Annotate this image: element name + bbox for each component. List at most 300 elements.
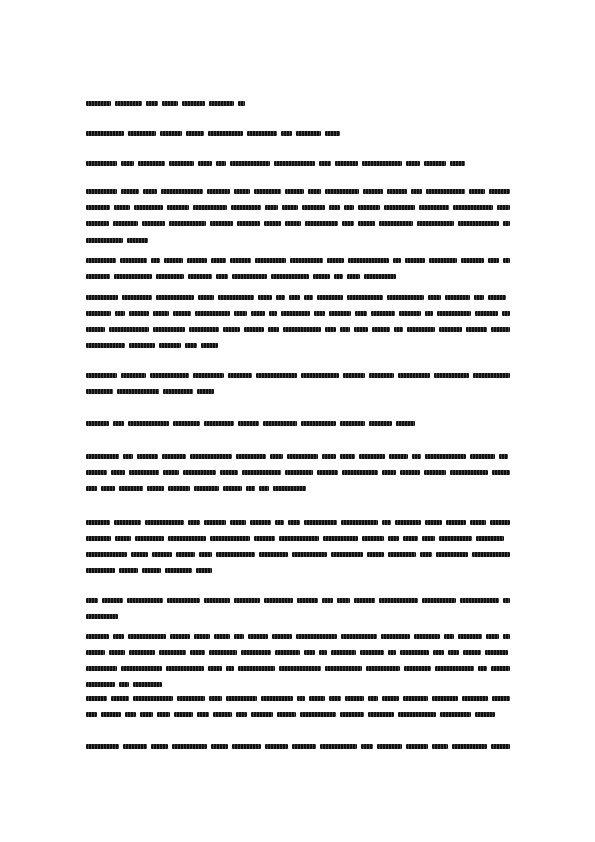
text-word <box>114 520 141 525</box>
text-word <box>142 568 161 573</box>
text-word <box>230 161 270 166</box>
text-word <box>329 205 340 210</box>
text-word <box>86 666 117 671</box>
text-word <box>140 712 153 717</box>
text-word <box>304 650 315 655</box>
text-word <box>317 470 338 475</box>
text-word <box>379 221 413 226</box>
text-word <box>86 311 111 316</box>
text-word <box>364 274 396 279</box>
text-word <box>115 311 125 316</box>
text-word <box>113 221 138 226</box>
text-word <box>296 634 337 639</box>
text-word <box>226 666 234 671</box>
text-word <box>86 696 107 701</box>
text-word <box>285 221 301 226</box>
text-word <box>241 650 271 655</box>
text-word <box>230 258 251 263</box>
text-word <box>211 744 228 749</box>
text-word <box>275 520 284 525</box>
text-word <box>474 295 484 300</box>
text-word <box>325 189 359 194</box>
text-word <box>86 189 117 194</box>
text-word <box>337 598 350 603</box>
text-word <box>153 311 169 316</box>
text-word <box>329 696 341 701</box>
text-word <box>470 454 495 459</box>
text-word <box>159 343 181 348</box>
text-word <box>258 295 272 300</box>
text-word <box>231 205 261 210</box>
text-word <box>86 650 105 655</box>
text-word <box>341 520 378 525</box>
text-word <box>177 696 205 701</box>
text-word <box>113 421 124 426</box>
text-word <box>207 189 230 194</box>
text-word <box>86 421 109 426</box>
text-line <box>86 681 165 688</box>
text-word <box>86 568 115 573</box>
text-word <box>128 421 169 426</box>
text-word <box>396 421 415 426</box>
text-word <box>168 536 206 541</box>
text-word <box>117 389 159 394</box>
text-word <box>86 161 117 166</box>
text-word <box>325 666 362 671</box>
text-word <box>342 221 354 226</box>
text-word <box>185 343 197 348</box>
text-word <box>244 327 264 332</box>
text-word <box>128 131 156 136</box>
text-word <box>86 373 117 378</box>
text-word <box>161 189 203 194</box>
text-word <box>237 221 260 226</box>
text-word <box>460 598 499 603</box>
text-word <box>165 568 192 573</box>
text-word <box>176 552 195 557</box>
text-word <box>86 101 111 106</box>
text-word <box>265 744 288 749</box>
text-word <box>354 598 375 603</box>
text-word <box>331 650 356 655</box>
text-word <box>382 520 391 525</box>
text-word <box>426 189 465 194</box>
text-word <box>187 258 207 263</box>
text-line <box>86 204 510 211</box>
text-word <box>485 650 508 655</box>
text-word <box>246 486 255 491</box>
text-word <box>313 274 330 279</box>
text-word <box>285 470 313 475</box>
text-word <box>127 598 163 603</box>
text-word <box>436 552 468 557</box>
text-word <box>304 295 313 300</box>
text-word <box>458 634 482 639</box>
text-word <box>308 189 321 194</box>
text-word <box>367 552 384 557</box>
text-word <box>347 274 360 279</box>
text-word <box>204 598 230 603</box>
text-word <box>111 696 129 701</box>
text-word <box>369 373 394 378</box>
text-word <box>387 189 407 194</box>
text-word <box>302 205 325 210</box>
text-word <box>281 311 310 316</box>
text-line <box>86 535 510 542</box>
text-word <box>86 389 113 394</box>
text-line <box>86 597 510 604</box>
text-word <box>277 712 296 717</box>
text-word <box>289 295 300 300</box>
text-word <box>331 552 363 557</box>
text-word <box>488 295 506 300</box>
text-word <box>168 486 190 491</box>
text-word <box>395 520 421 525</box>
text-word <box>393 258 401 263</box>
text-word <box>173 421 200 426</box>
text-line <box>86 220 510 227</box>
text-word <box>210 536 250 541</box>
text-word <box>287 454 318 459</box>
text-word <box>121 666 162 671</box>
text-word <box>234 311 247 316</box>
text-word <box>123 454 133 459</box>
text-line <box>86 372 510 379</box>
text-line <box>86 342 218 349</box>
text-word <box>283 327 321 332</box>
text-word <box>120 258 147 263</box>
text-word <box>138 161 165 166</box>
text-word <box>490 520 510 525</box>
text-word <box>193 373 224 378</box>
text-line <box>86 633 510 640</box>
text-word <box>340 421 365 426</box>
text-word <box>234 634 244 639</box>
text-word <box>344 205 354 210</box>
text-word <box>300 712 336 717</box>
text-word <box>425 454 466 459</box>
text-word <box>377 744 402 749</box>
text-word <box>86 343 125 348</box>
text-word <box>201 343 218 348</box>
text-word <box>238 421 259 426</box>
text-word <box>86 520 110 525</box>
text-line <box>86 188 510 195</box>
text-word <box>345 696 364 701</box>
text-word <box>340 454 355 459</box>
text-word <box>424 161 446 166</box>
text-word <box>137 454 158 459</box>
text-word <box>363 189 383 194</box>
text-word <box>440 712 471 717</box>
text-word <box>400 470 420 475</box>
text-word <box>211 258 226 263</box>
text-word <box>147 486 164 491</box>
text-word <box>270 454 283 459</box>
text-word <box>497 205 510 210</box>
text-word <box>167 598 200 603</box>
text-word <box>282 205 298 210</box>
text-word <box>111 470 125 475</box>
text-word <box>115 101 142 106</box>
text-word <box>428 295 441 300</box>
text-word <box>476 536 504 541</box>
text-word <box>439 327 462 332</box>
text-word <box>220 470 238 475</box>
text-word <box>230 520 246 525</box>
text-word <box>213 712 232 717</box>
text-word <box>296 131 321 136</box>
text-word <box>358 221 375 226</box>
text-word <box>86 682 115 687</box>
text-word <box>422 598 456 603</box>
text-word <box>265 205 278 210</box>
text-word <box>86 131 124 136</box>
text-word <box>432 744 448 749</box>
text-word <box>163 470 179 475</box>
text-word <box>263 421 297 426</box>
text-word <box>159 650 186 655</box>
text-word <box>329 311 351 316</box>
text-word <box>389 454 408 459</box>
text-word <box>162 101 178 106</box>
text-word <box>119 568 138 573</box>
text-word <box>216 274 228 279</box>
text-word <box>156 274 184 279</box>
text-word <box>238 666 275 671</box>
text-word <box>199 552 212 557</box>
text-word <box>327 258 344 263</box>
text-word <box>304 520 337 525</box>
text-word <box>279 536 319 541</box>
text-word <box>209 650 237 655</box>
text-word <box>151 744 168 749</box>
text-word <box>491 327 510 332</box>
text-word <box>101 712 121 717</box>
text-word <box>405 258 425 263</box>
text-word <box>121 373 146 378</box>
text-word <box>317 295 343 300</box>
text-word <box>382 696 399 701</box>
text-word <box>366 666 400 671</box>
text-word <box>425 520 442 525</box>
text-word <box>305 221 338 226</box>
text-line <box>86 257 510 264</box>
text-word <box>325 131 340 136</box>
text-word <box>472 552 510 557</box>
text-word <box>503 634 510 639</box>
text-word <box>419 205 449 210</box>
text-word <box>256 373 297 378</box>
text-word <box>407 327 435 332</box>
text-word <box>491 666 510 671</box>
text-word <box>271 274 309 279</box>
text-word <box>342 470 378 475</box>
text-word <box>335 161 358 166</box>
text-word <box>142 221 165 226</box>
text-line <box>86 237 148 244</box>
text-line <box>86 567 212 574</box>
text-line <box>86 649 510 656</box>
text-word <box>297 696 305 701</box>
text-word <box>463 650 481 655</box>
text-word <box>403 536 418 541</box>
text-word <box>359 454 385 459</box>
text-word <box>369 421 392 426</box>
text-word <box>382 470 396 475</box>
text-word <box>445 295 470 300</box>
text-word <box>163 389 193 394</box>
text-word <box>434 373 469 378</box>
text-word <box>134 205 163 210</box>
text-word <box>301 421 336 426</box>
text-word <box>361 744 373 749</box>
text-word <box>129 650 155 655</box>
text-word <box>127 238 148 243</box>
text-word <box>133 682 162 687</box>
text-word <box>475 311 498 316</box>
text-word <box>450 161 465 166</box>
text-line <box>86 388 214 395</box>
text-word <box>101 486 115 491</box>
text-word <box>473 373 510 378</box>
text-word <box>281 131 292 136</box>
text-word <box>309 696 325 701</box>
text-word <box>437 311 471 316</box>
text-line <box>86 310 510 317</box>
text-word <box>274 161 315 166</box>
text-word <box>486 634 499 639</box>
text-word <box>86 486 97 491</box>
text-word <box>193 205 227 210</box>
text-word <box>170 634 190 639</box>
text-line <box>86 294 510 301</box>
text-word <box>355 311 367 316</box>
text-word <box>86 536 111 541</box>
text-word <box>152 552 172 557</box>
text-word <box>102 598 123 603</box>
text-word <box>491 744 510 749</box>
text-word <box>119 486 143 491</box>
text-line <box>86 485 315 492</box>
text-word <box>285 189 304 194</box>
text-word <box>362 536 384 541</box>
text-line <box>86 613 118 620</box>
text-word <box>121 161 134 166</box>
text-word <box>292 744 316 749</box>
text-word <box>173 311 191 316</box>
text-word <box>259 486 269 491</box>
text-line <box>86 326 510 333</box>
text-word <box>172 744 207 749</box>
text-word <box>275 650 300 655</box>
text-word <box>439 536 472 541</box>
text-word <box>86 614 118 619</box>
text-word <box>129 470 159 475</box>
text-word <box>387 295 424 300</box>
text-word <box>169 161 194 166</box>
text-word <box>121 189 139 194</box>
text-word <box>226 696 257 701</box>
text-word <box>461 258 484 263</box>
text-word <box>268 327 279 332</box>
text-word <box>379 598 418 603</box>
text-word <box>341 634 377 639</box>
text-word <box>114 274 152 279</box>
text-line <box>86 130 340 137</box>
text-word <box>458 221 499 226</box>
text-line <box>86 273 402 280</box>
text-word <box>247 131 277 136</box>
text-word <box>125 712 136 717</box>
text-word <box>347 295 383 300</box>
text-word <box>248 634 268 639</box>
text-word <box>197 389 214 394</box>
text-word <box>272 634 292 639</box>
text-word <box>216 552 255 557</box>
text-word <box>160 131 182 136</box>
text-word <box>489 189 510 194</box>
text-word <box>276 295 285 300</box>
text-line <box>86 551 510 558</box>
text-word <box>492 470 510 475</box>
text-word <box>348 258 389 263</box>
text-word <box>404 666 431 671</box>
text-word <box>499 454 508 459</box>
text-word <box>368 712 394 717</box>
text-word <box>114 205 130 210</box>
text-word <box>406 161 420 166</box>
text-word <box>186 131 204 136</box>
text-word <box>216 161 226 166</box>
text-word <box>255 258 286 263</box>
text-line <box>86 519 510 526</box>
text-word <box>166 666 204 671</box>
text-word <box>115 536 131 541</box>
text-word <box>388 552 416 557</box>
text-word <box>400 650 429 655</box>
text-word <box>86 744 119 749</box>
text-line <box>86 743 510 750</box>
text-word <box>86 274 110 279</box>
text-line <box>86 453 510 460</box>
text-line <box>86 100 245 107</box>
text-word <box>398 712 436 717</box>
text-word <box>279 666 321 671</box>
text-word <box>198 295 214 300</box>
text-word <box>290 258 323 263</box>
text-word <box>197 712 209 717</box>
text-word <box>251 712 273 717</box>
text-word <box>143 189 157 194</box>
text-word <box>86 238 123 243</box>
text-word <box>388 536 399 541</box>
text-word <box>251 311 265 316</box>
text-word <box>150 373 189 378</box>
text-word <box>208 666 222 671</box>
text-word <box>128 634 166 639</box>
text-word <box>273 486 306 491</box>
text-word <box>209 101 234 106</box>
text-word <box>453 205 493 210</box>
text-word <box>406 744 428 749</box>
text-word <box>153 327 185 332</box>
text-line <box>86 420 415 427</box>
text-word <box>162 454 186 459</box>
text-word <box>135 536 164 541</box>
text-word <box>129 311 149 316</box>
text-word <box>109 650 125 655</box>
